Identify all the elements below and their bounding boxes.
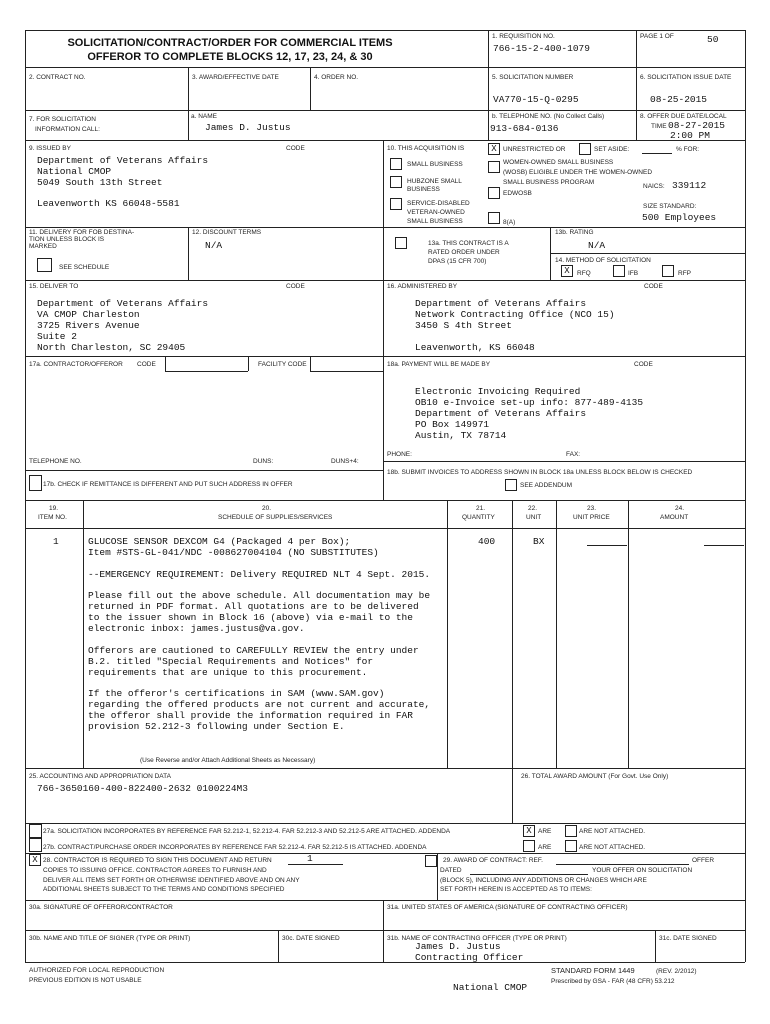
- revision-label: (REV. 2/2012): [656, 968, 697, 975]
- edwosb-checkbox[interactable]: [488, 187, 500, 199]
- ifb-checkbox[interactable]: [613, 265, 625, 277]
- wosb-label-3: SMALL BUSINESS PROGRAM: [503, 179, 595, 186]
- form-title-line1: SOLICITATION/CONTRACT/ORDER FOR COMMERCIAL ITEMS: [67, 37, 393, 49]
- contractor-sign-label-4: ADDITIONAL SHEETS SUBJECT TO THE TERMS AND CONDITIONS SPECIFIED: [43, 886, 285, 893]
- award-label: 29. AWARD OF CONTRACT: REF.: [443, 857, 543, 864]
- prescribed-label: Prescribed by GSA - FAR (48 CFR) 53.212: [551, 978, 675, 985]
- unrestricted-checkbox[interactable]: X: [488, 143, 500, 155]
- issued-by-label: 9. ISSUED BY: [29, 145, 71, 152]
- sdvosb-checkbox[interactable]: [390, 198, 402, 210]
- reverse-note: (Use Reverse and/or Attach Additional Sheets as Necessary): [140, 757, 316, 764]
- telephone-label: b. TELEPHONE NO. (No Collect Calls): [492, 113, 605, 120]
- contractor-sign-label-3: DELIVER ALL ITEMS SET FORTH OR OTHERWISE IDENTIFIED ABOVE AND ON ANY: [43, 877, 300, 884]
- contractor-phone-label: TELEPHONE NO.: [29, 458, 82, 465]
- contractor-code-label: CODE: [137, 361, 156, 368]
- payment-label: 18a. PAYMENT WILL BE MADE BY: [387, 361, 491, 368]
- payment-fax-label: FAX:: [566, 451, 581, 458]
- discount-terms-label: 12. DISCOUNT TERMS: [192, 229, 262, 236]
- officer-date-label: 31c. DATE SIGNED: [659, 935, 717, 942]
- officer-title: Contracting Officer: [415, 952, 524, 963]
- officer-name: James D. Justus: [415, 941, 501, 952]
- issued-by-code-label: CODE: [286, 145, 305, 152]
- contract-no-label: 2. CONTRACT NO.: [29, 74, 86, 81]
- edwosb-label: EDWOSB: [503, 190, 532, 197]
- submit-invoices-label: 18b. SUBMIT INVOICES TO ADDRESS SHOWN IN BLOCK 18a UNLESS BLOCK BELOW IS CHECKED: [387, 469, 693, 476]
- wosb-label-2: (WOSB) ELIGIBLE UNDER THE WOMEN-OWNED: [503, 169, 653, 176]
- offer-due-date: 08-27-2015: [668, 120, 726, 131]
- payment-code-label: CODE: [634, 361, 653, 368]
- small-business-label: SMALL BUSINESS: [407, 161, 463, 168]
- info-call-label: 7. FOR SOLICITATION: [29, 116, 96, 123]
- see-addendum-checkbox[interactable]: [505, 479, 517, 491]
- signer-date-label: 30c. DATE SIGNED: [282, 935, 340, 942]
- officer-signature-label: 31a. UNITED STATES OF AMERICA (SIGNATURE OF CONTRACTING OFFICER): [387, 904, 628, 911]
- footer-authorized: AUTHORIZED FOR LOCAL REPRODUCTION: [29, 967, 165, 974]
- rated-order-label-3: DPAS (15 CFR 700): [428, 258, 487, 265]
- set-aside-label: SET ASIDE:: [594, 146, 630, 153]
- addenda-are-not-a-label: ARE NOT ATTACHED.: [579, 828, 646, 835]
- unrestricted-label: UNRESTRICTED OR: [503, 146, 566, 153]
- order-no-label: 4. ORDER NO.: [314, 74, 359, 81]
- addenda-are-a-checkbox[interactable]: X: [523, 825, 535, 837]
- contractor-label: 17a. CONTRACTOR/OFFEROR: [29, 361, 123, 368]
- requisition-label: 1. REQUISITION NO.: [492, 33, 555, 40]
- ifb-label: IFB: [628, 270, 639, 277]
- addenda-are-b-label: ARE: [538, 844, 552, 851]
- page-label: PAGE 1 OF: [640, 33, 674, 40]
- administered-code-label: CODE: [644, 283, 663, 290]
- naics-value: 339112: [672, 180, 707, 191]
- sdvosb-label: SERVICE-DISABLED: [407, 200, 470, 207]
- hubzone-checkbox[interactable]: [390, 176, 402, 188]
- remittance-checkbox[interactable]: [29, 475, 42, 491]
- info-call-label-2: INFORMATION CALL:: [35, 126, 100, 133]
- wosb-label: WOMEN-OWNED SMALL BUSINESS: [503, 159, 614, 166]
- wosb-checkbox[interactable]: [488, 161, 500, 173]
- method-label: 14. METHOD OF SOLICITATION: [555, 257, 651, 264]
- accounting-label: 25. ACCOUNTING AND APPROPRIATION DATA: [29, 773, 171, 780]
- requisition-value: 766-15-2-400-1079: [493, 43, 590, 54]
- your-offer-label: YOUR OFFER ON SOLICITATION: [592, 867, 693, 874]
- delivery-fob-label-3: MARKED: [29, 243, 57, 250]
- addenda-are-not-b-label: ARE NOT ATTACHED.: [579, 844, 646, 851]
- set-aside-checkbox[interactable]: [579, 143, 591, 155]
- addenda-are-not-b-checkbox[interactable]: [565, 840, 577, 852]
- solicitation-incorporates-checkbox[interactable]: [29, 824, 42, 838]
- name-value: James D. Justus: [205, 122, 291, 133]
- award-dated-label: DATED: [440, 867, 462, 874]
- award-date-label: 3. AWARD/EFFECTIVE DATE: [192, 74, 279, 81]
- small-business-checkbox[interactable]: [390, 158, 402, 170]
- solicitation-incorporates-label: 27a. SOLICITATION INCORPORATES BY REFERENCE FAR 52.212-1, 52.212-4. FAR 52.212-3 AND 52.212-5 ARE ATTACHED. ADDENDA: [43, 828, 451, 835]
- telephone-value: 913-684-0136: [490, 123, 559, 134]
- see-schedule-label: SEE SCHEDULE: [59, 264, 110, 271]
- page-count: 50: [707, 34, 719, 45]
- see-schedule-checkbox[interactable]: [37, 258, 52, 272]
- footer-center: National CMOP: [453, 982, 528, 993]
- solicitation-no-label: 5. SOLICITATION NUMBER: [492, 74, 574, 81]
- sdvosb-label-3: SMALL BUSINESS: [407, 218, 463, 225]
- addenda-are-a-label: ARE: [538, 828, 552, 835]
- naics-label: NAICS:: [643, 183, 665, 190]
- offer-due-time: 2:00 PM: [670, 130, 710, 141]
- item-number: 1: [53, 536, 59, 547]
- offeror-signature-label: 30a. SIGNATURE OF OFFEROR/CONTRACTOR: [29, 904, 173, 911]
- addenda-are-not-a-checkbox[interactable]: [565, 825, 577, 837]
- officer-name-label: 31b. NAME OF CONTRACTING OFFICER (TYPE OR PRINT): [387, 935, 567, 942]
- award-label-4: SET FORTH HEREIN IS ACCEPTED AS TO ITEMS:: [440, 886, 592, 893]
- discount-terms-value: N/A: [205, 240, 223, 251]
- standard-form-label: STANDARD FORM 1449: [551, 966, 635, 975]
- award-checkbox[interactable]: [425, 855, 437, 867]
- signer-name-label: 30b. NAME AND TITLE OF SIGNER (TYPE OR PRINT): [29, 935, 191, 942]
- award-label-3: (BLOCK 5), INCLUDING ANY ADDITIONS OR CHANGES WHICH ARE: [440, 877, 647, 884]
- contract-incorporates-checkbox[interactable]: [29, 838, 42, 852]
- issue-date-value: 08-25-2015: [650, 94, 708, 105]
- solicitation-no-value: VA770-15-Q-0295: [493, 94, 579, 105]
- delivery-fob-label-2: TION UNLESS BLOCK IS: [29, 236, 105, 243]
- contractor-sign-checkbox[interactable]: X: [29, 854, 41, 866]
- contractor-sign-label-2: COPIES TO ISSUING OFFICE. CONTRACTOR AGREES TO FURNISH AND: [43, 867, 267, 874]
- footer-previous-edition: PREVIOUS EDITION IS NOT USABLE: [29, 977, 142, 984]
- addenda-are-b-checkbox[interactable]: [523, 840, 535, 852]
- item-quantity: 400: [478, 536, 496, 547]
- copies-value: 1: [307, 853, 313, 864]
- name-label: a. NAME: [191, 113, 218, 120]
- rfq-label: RFQ: [577, 270, 591, 277]
- sdvosb-label-2: VETERAN-OWNED: [407, 209, 465, 216]
- offer-due-label: 8. OFFER DUE DATE/LOCAL: [640, 113, 727, 120]
- percent-for-label: % FOR:: [676, 146, 700, 153]
- rfp-checkbox[interactable]: [662, 265, 674, 277]
- rfq-checkbox[interactable]: X: [561, 265, 573, 277]
- unit-price-field[interactable]: [587, 545, 627, 546]
- deliver-to-label: 15. DELIVER TO: [29, 283, 79, 290]
- amount-field[interactable]: [704, 545, 744, 546]
- duns-label: DUNS:: [253, 458, 274, 465]
- delivery-fob-label: 11. DELIVERY FOR FOB DESTINA-: [29, 229, 135, 236]
- eight-a-checkbox[interactable]: [488, 212, 500, 224]
- size-standard-label: SIZE STANDARD:: [643, 203, 697, 210]
- rated-order-label: 13a. THIS CONTRACT IS A: [428, 240, 509, 247]
- administered-by-label: 16. ADMINISTERED BY: [387, 283, 458, 290]
- total-award-label: 26. TOTAL AWARD AMOUNT (For Govt. Use Only): [521, 773, 669, 780]
- contract-incorporates-label: 27b. CONTRACT/PURCHASE ORDER INCORPORATES BY REFERENCE FAR 52.212-4. FAR 52.212-5 IS ATTACHED. ADDENDA: [43, 844, 427, 851]
- acquisition-label: 10. THIS ACQUISITION IS: [387, 145, 465, 152]
- contractor-sign-label: 28. CONTRACTOR IS REQUIRED TO SIGN THIS DOCUMENT AND RETURN: [43, 857, 272, 864]
- duns4-label: DUNS+4:: [331, 458, 359, 465]
- accounting-value: 766-3650160-400-822400-2632 0100224M3: [37, 783, 248, 794]
- hubzone-label-2: BUSINESS: [407, 186, 440, 193]
- rating-label: 13b. RATING: [555, 229, 594, 236]
- issue-date-label: 6. SOLICITATION ISSUE DATE: [640, 74, 732, 81]
- size-standard-value: 500 Employees: [642, 212, 717, 223]
- rating-value: N/A: [588, 240, 606, 251]
- time-label: TIME: [651, 123, 667, 130]
- remittance-label: 17b. CHECK IF REMITTANCE IS DIFFERENT AND PUT SUCH ADDRESS IN OFFER: [43, 481, 293, 488]
- see-addendum-label: SEE ADDENDUM: [520, 482, 573, 489]
- eight-a-label: 8(A): [503, 219, 516, 226]
- rfp-label: RFP: [678, 270, 691, 277]
- rated-order-label-2: RATED ORDER UNDER: [428, 249, 500, 256]
- facility-code-label: FACILITY CODE: [258, 361, 307, 368]
- item-unit: BX: [533, 536, 545, 547]
- hubzone-label: HUBZONE SMALL: [407, 178, 462, 185]
- deliver-to-code-label: CODE: [286, 283, 305, 290]
- award-offer-label: OFFER: [692, 857, 715, 864]
- form-title-line2: OFFEROR TO COMPLETE BLOCKS 12, 17, 23, 24, & 30: [87, 51, 373, 63]
- rated-order-checkbox[interactable]: [395, 237, 407, 249]
- payment-phone-label: PHONE:: [387, 451, 412, 458]
